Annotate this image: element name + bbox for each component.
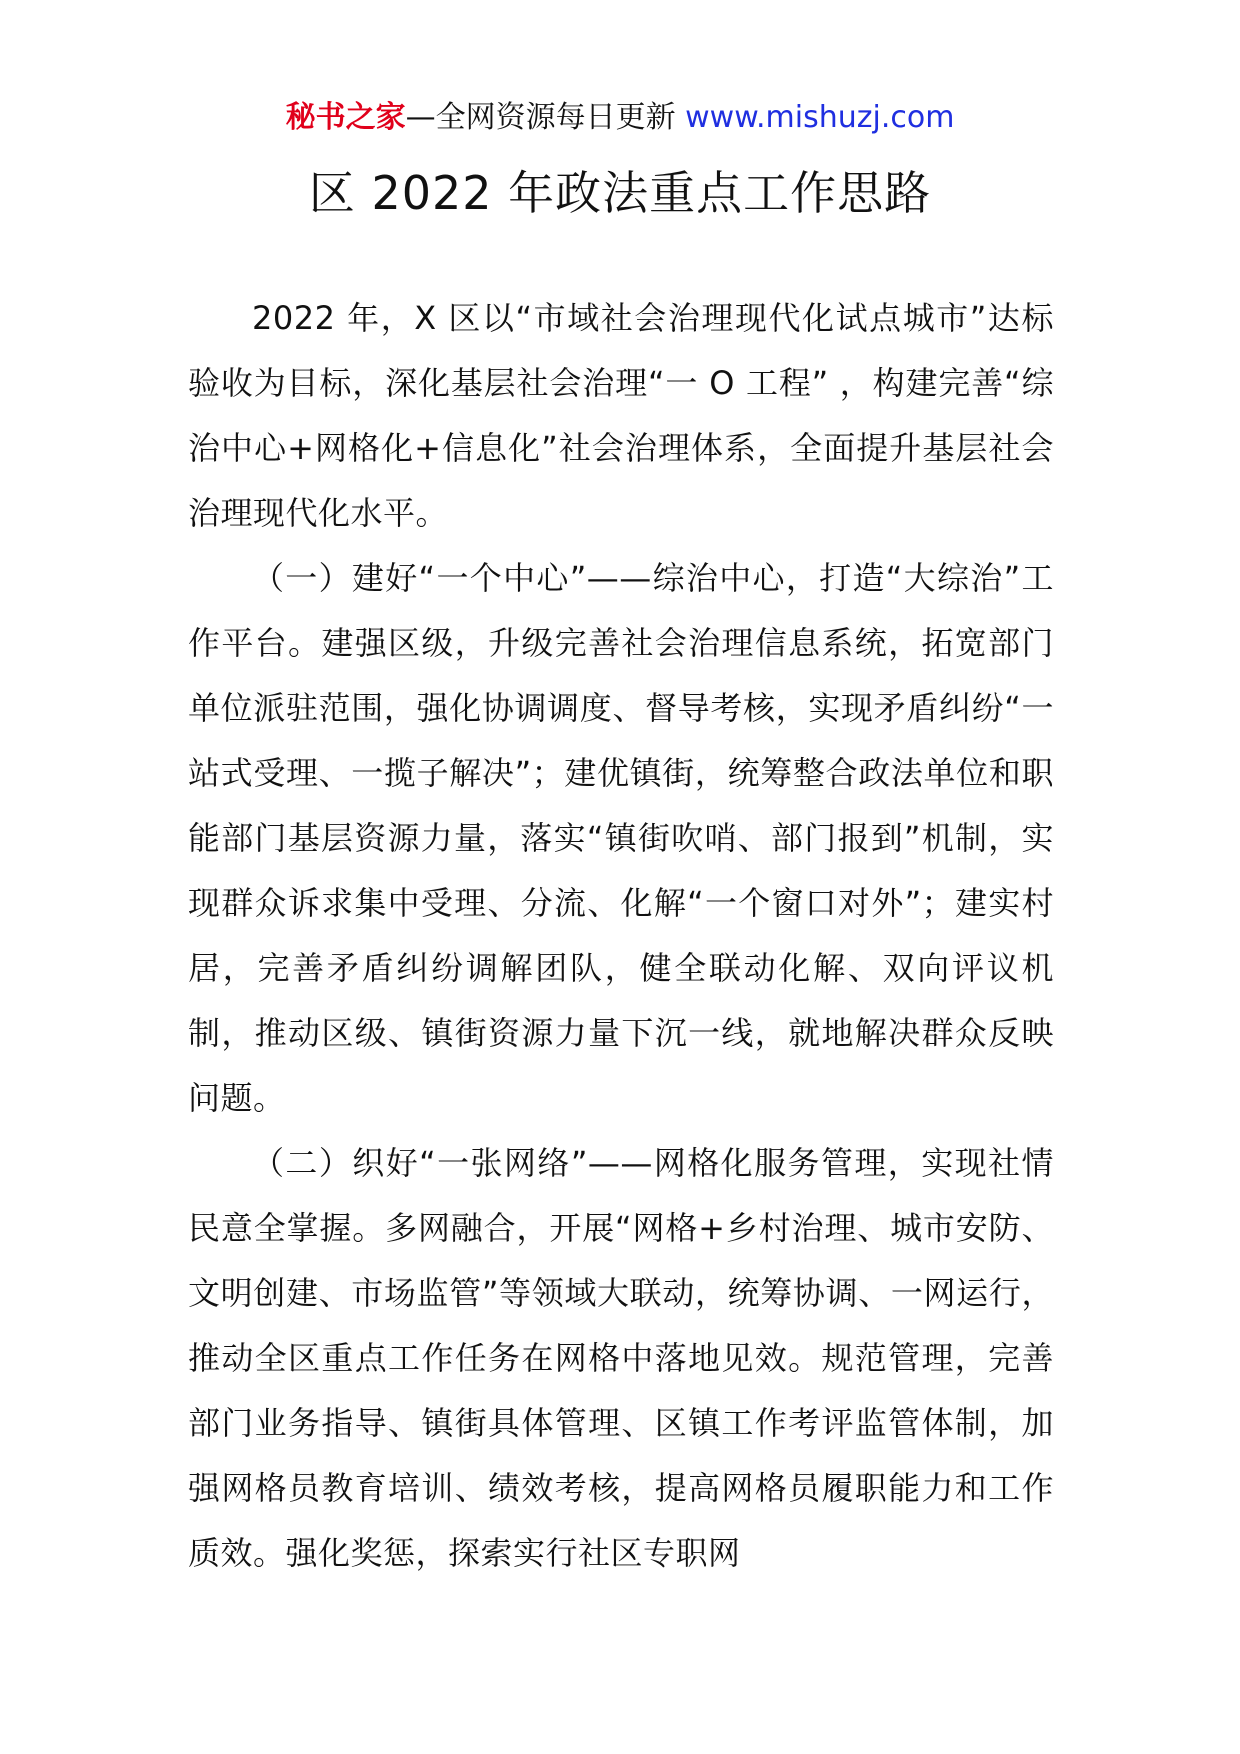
paragraph-section-2: （二）织好“一张网络”——网格化服务管理，实现社情民意全掌握。多网融合，开展“网格+乡村治理、城市安防、文明创建、市场监管”等领域大联动，统筹协调、一网运行，推动全区重点工作任务在网格中落地见效。规范管理，完善部门业务指导、镇街具体管理、区镇工作考评监管体制，加强网格员教育培训、绩效考核，提高网格员履职能力和工作质效。强化奖惩，探索实行社区专职网 — [188, 1144, 1054, 1572]
document-title: 区 2022 年政法重点工作思路 — [308, 166, 932, 220]
website-link[interactable]: www.mishuzj.com — [685, 100, 955, 135]
paragraph-intro: 2022 年，X 区以“市域社会治理现代化试点城市”达标验收为目标，深化基层社会治理“一 O 工程” ，构建完善“综治中心+网格化+信息化”社会治理体系，全面提升基层社会治理现代化水平。 — [188, 299, 1054, 532]
brand-name: 秘书之家 — [285, 100, 406, 135]
header-tagline: —全网资源每日更新 — [405, 100, 676, 135]
document-body — [188, 286, 1054, 1586]
paragraph-section-1: （一）建好“一个中心”——综治中心，打造“大综治”工作平台。建强区级，升级完善社会治理信息系统，拓宽部门单位派驻范围，强化协调调度、督导考核，实现矛盾纠纷“一站式受理、一揽子解决”；建优镇街，统筹整合政法单位和职能部门基层资源力量，落实“镇街吹哨、部门报到”机制，实现群众诉求集中受理、分流、化解“一个窗口对外”；建实村居，完善矛盾纠纷调解团队，健全联动化解、双向评议机制，推动区级、镇街资源力量下沉一线，就地解决群众反映问题。 — [188, 559, 1054, 1117]
source-header — [0, 98, 1240, 138]
